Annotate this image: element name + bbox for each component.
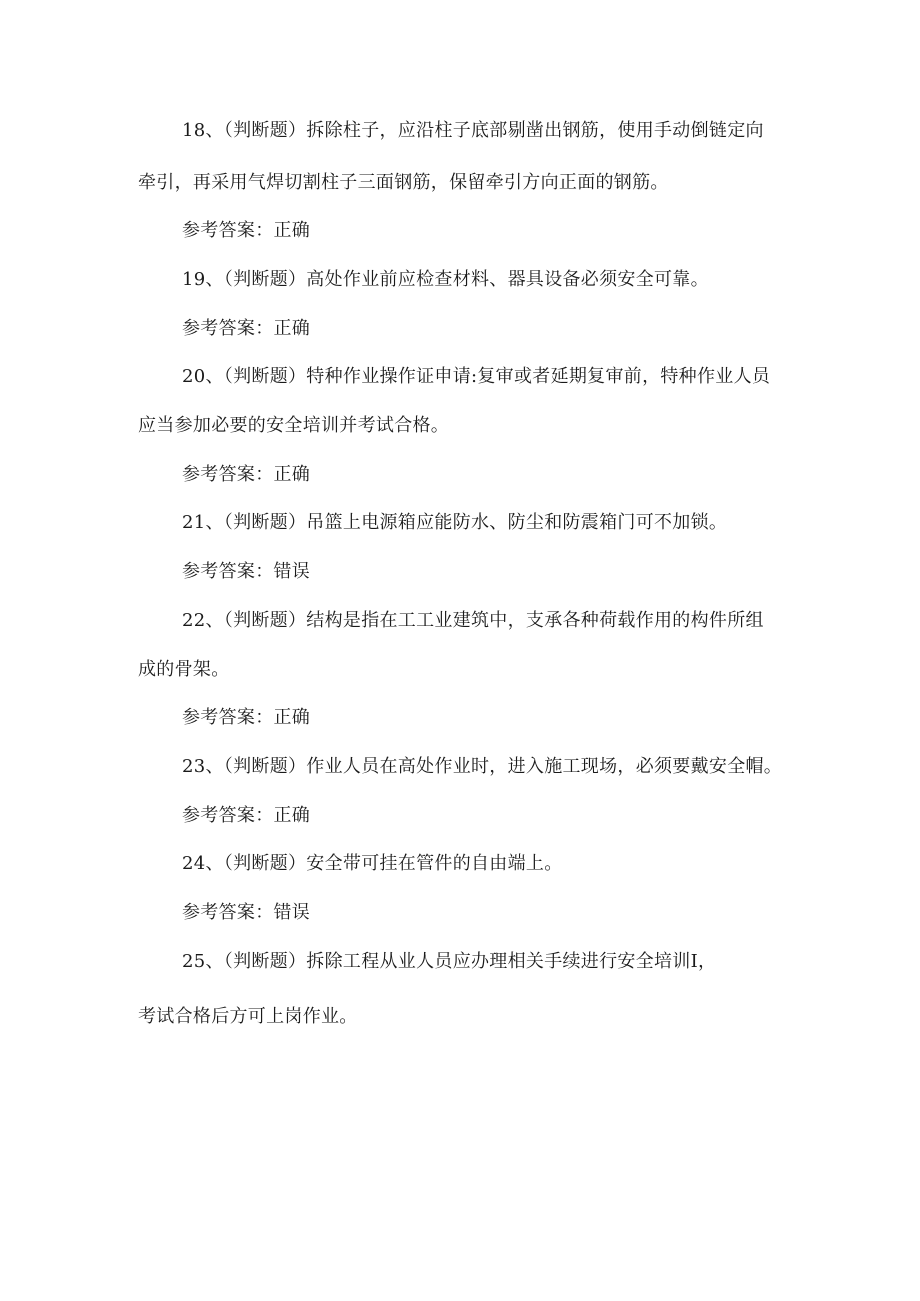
answer-23: 参考答案：正确 [182,805,311,826]
question-24-line-1: 24、（判断题）安全带可挂在管件的自由端上。 [182,853,563,874]
answer-20: 参考答案：正确 [182,464,311,485]
answer-21: 参考答案：错误 [182,561,311,582]
question-21-line-1: 21、（判断题）吊篮上电源箱应能防水、防尘和防震箱门可不加锁。 [182,512,728,533]
question-25-line-1: 25、（判断题）拆除工程从业人员应办理相关手续进行安全培训I， [182,951,717,972]
question-20-line-2: 应当参加必要的安全培训并考试合格。 [138,415,450,436]
answer-19: 参考答案：正确 [182,318,311,339]
question-23-line-1: 23、（判断题）作业人员在高处作业时，进入施工现场，必须要戴安全帽。 [182,756,783,777]
question-19-line-1: 19、（判断题）高处作业前应检查材料、器具设备必须安全可靠。 [182,269,709,290]
question-18-line-1: 18、（判断题）拆除柱子，应沿柱子底部剔凿出钢筋，使用手动倒链定向 [182,120,764,141]
question-22-line-1: 22、（判断题）结构是指在工工业建筑中，支承各种荷载作用的构件所组 [182,610,764,631]
answer-18: 参考答案：正确 [182,220,311,241]
question-25-line-2: 考试合格后方可上岗作业。 [138,1006,358,1027]
answer-24: 参考答案：错误 [182,902,311,923]
question-20-line-1: 20、（判断题）特种作业操作证申请:复审或者延期复审前，特种作业人员 [182,366,771,387]
answer-22: 参考答案：正确 [182,707,311,728]
question-22-line-2: 成的骨架。 [138,659,230,680]
question-18-line-2: 牵引，再采用气焊切割柱子三面钢筋，保留牵引方向正面的钢筋。 [138,172,669,193]
